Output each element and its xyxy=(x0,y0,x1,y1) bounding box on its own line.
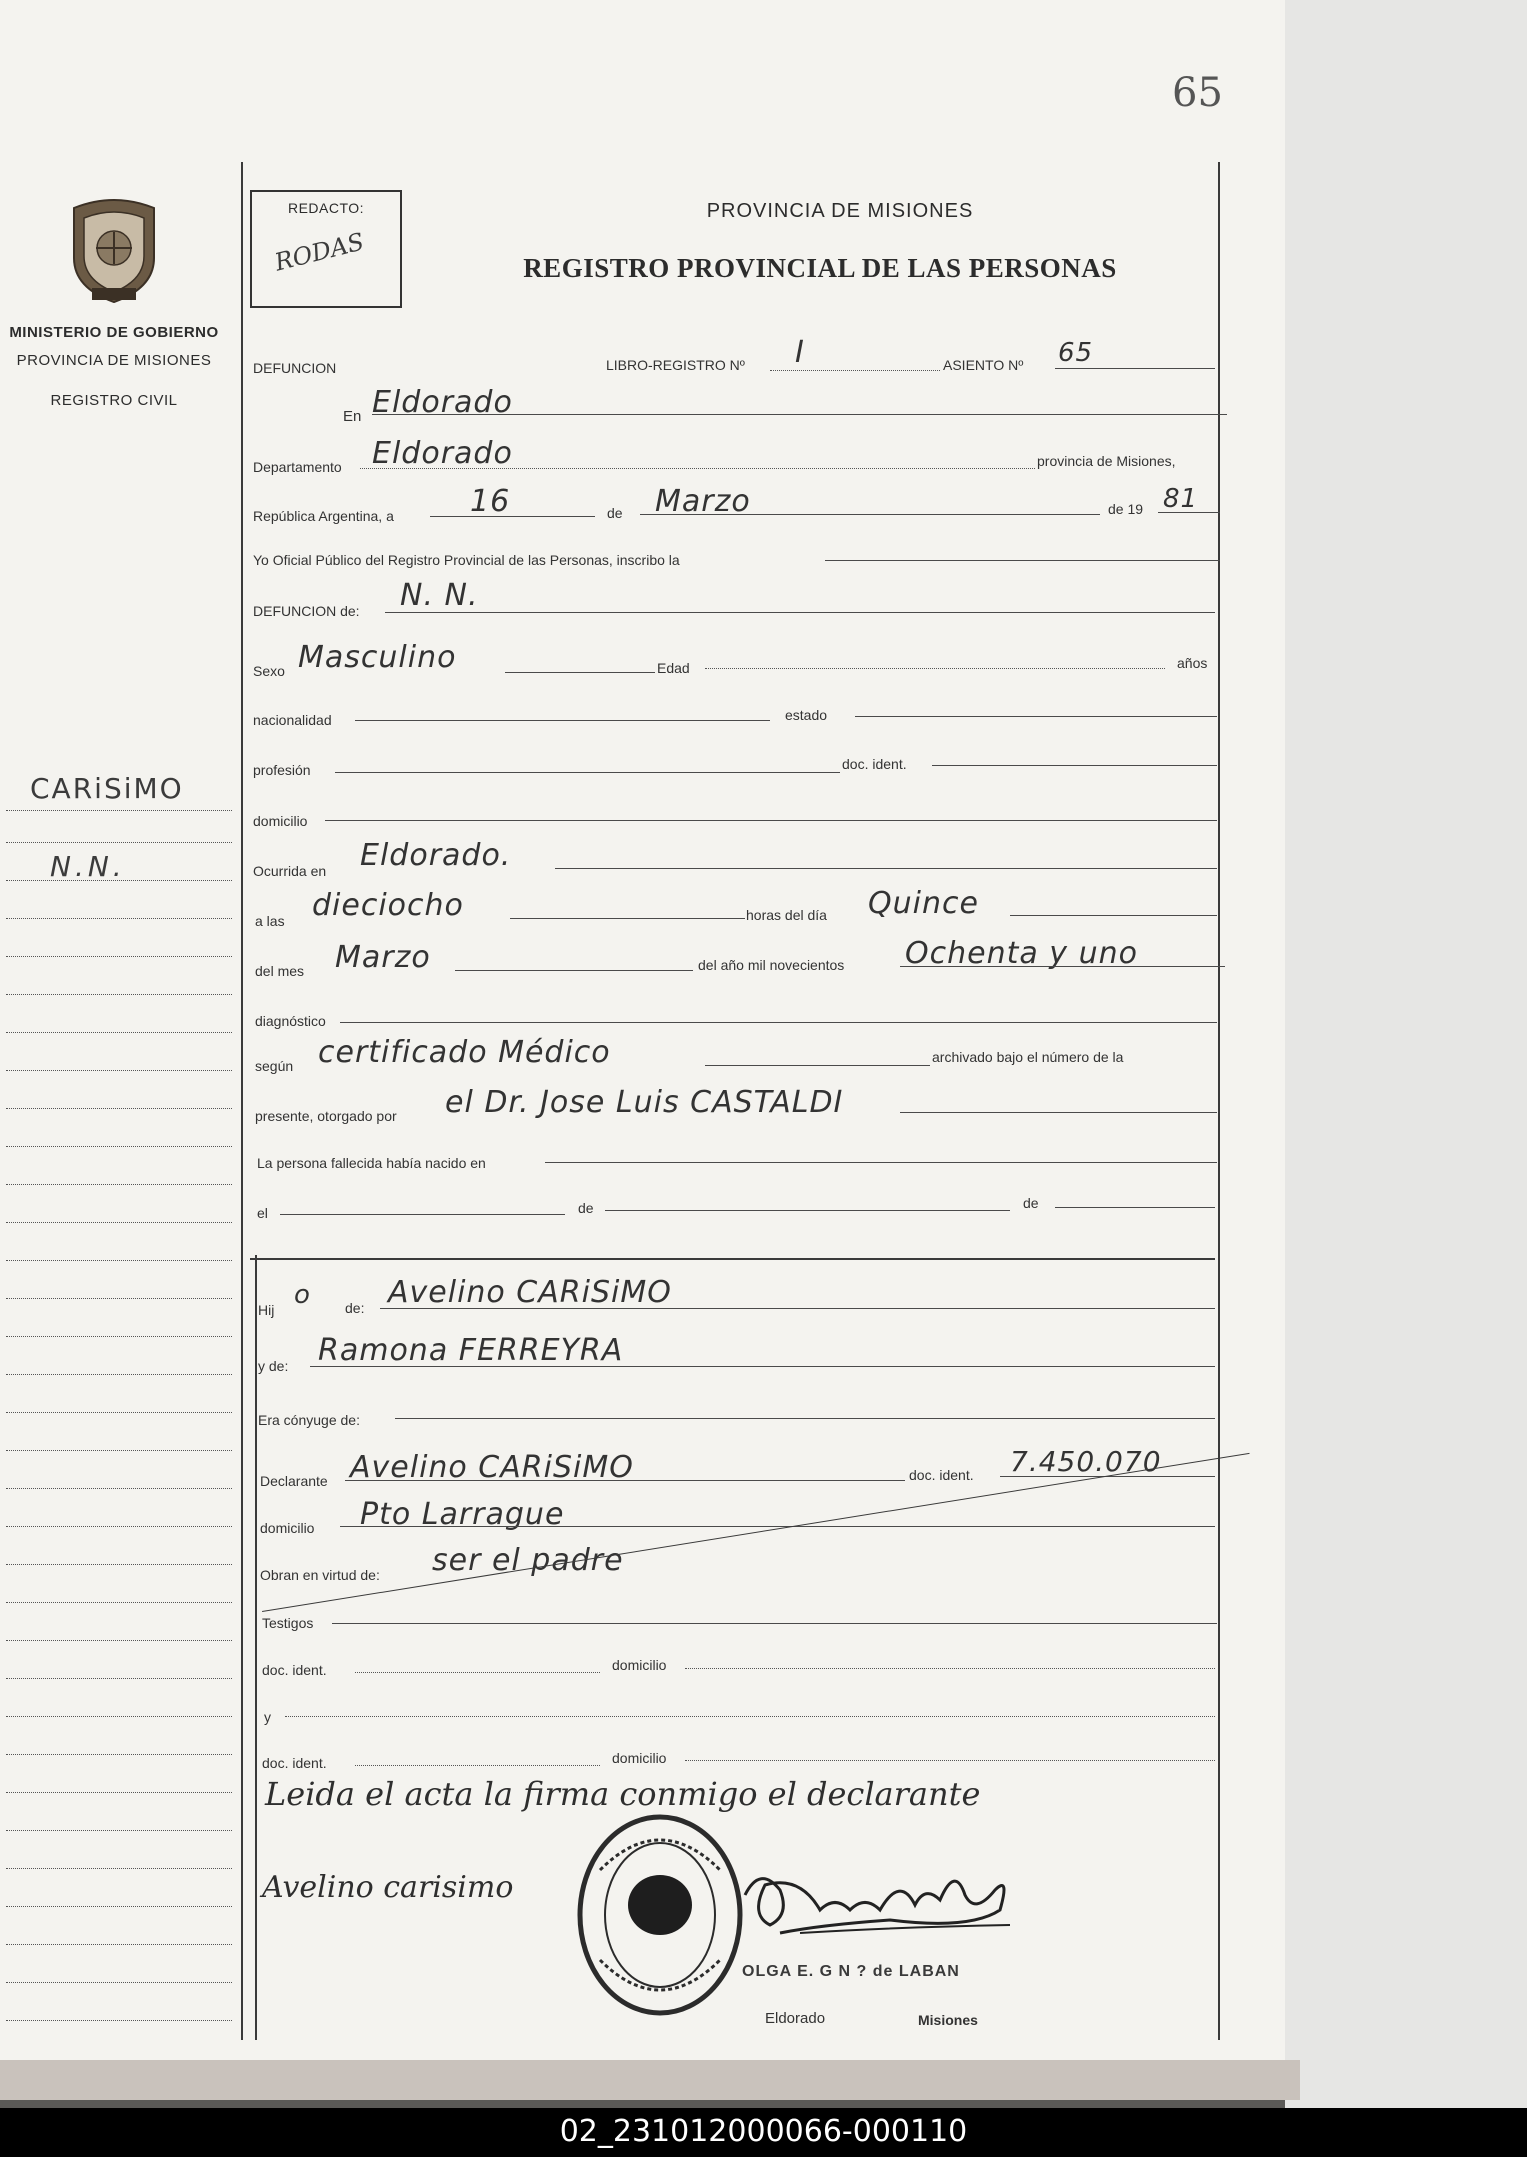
declarante-name: Avelino CARiSiMO xyxy=(350,1450,634,1485)
sexo-label: Sexo xyxy=(253,663,285,679)
dia-value: Quince xyxy=(868,886,979,921)
ministry-heading: MINISTERIO DE GOBIERNO xyxy=(9,324,219,341)
asiento-label: ASIENTO Nº xyxy=(943,357,1024,373)
official-stamp-icon xyxy=(575,1810,745,2020)
background-right xyxy=(1285,0,1527,2157)
mother-name: Ramona FERREYRA xyxy=(318,1333,624,1368)
mes-value: Marzo xyxy=(335,940,431,975)
coat-of-arms-icon xyxy=(66,196,162,304)
redacto-label: REDACTO: xyxy=(287,200,365,216)
departamento-value: Eldorado xyxy=(372,436,513,471)
profesion-label: profesión xyxy=(253,762,311,778)
year-value: 81 xyxy=(1163,484,1199,514)
segun-label: según xyxy=(255,1058,294,1074)
form-frame-left-inner xyxy=(255,1255,257,2040)
file-id: 02_231012000066-000110 xyxy=(559,2114,968,2149)
anos-label: años xyxy=(1177,655,1208,671)
day-value: 16 xyxy=(470,484,511,519)
defuncion-de-label: DEFUNCION de: xyxy=(253,603,360,619)
official-province: Misiones xyxy=(918,2012,978,2028)
edad-label: Edad xyxy=(657,660,690,676)
testigo-y-label: y xyxy=(264,1709,271,1725)
provincia-label: provincia de Misiones, xyxy=(1037,453,1176,469)
presente-label: presente, otorgado por xyxy=(255,1108,397,1124)
declarante-domicilio-label: domicilio xyxy=(260,1520,315,1536)
section-divider xyxy=(250,1258,1215,1260)
horas-label: horas del día xyxy=(746,907,827,923)
departamento-label: Departamento xyxy=(253,459,342,475)
form-frame-left xyxy=(241,162,243,2040)
record-type-label: DEFUNCION xyxy=(253,360,337,376)
presente-value: el Dr. Jose Luis CASTALDI xyxy=(445,1085,844,1120)
hijo-de-label: de: xyxy=(345,1300,365,1316)
en-value: Eldorado xyxy=(372,385,513,420)
del-mes-label: del mes xyxy=(255,963,305,979)
month-value: Marzo xyxy=(655,484,751,519)
testigo2-domicilio-label: domicilio xyxy=(612,1750,667,1766)
testigo1-domicilio-label: domicilio xyxy=(612,1657,667,1673)
background-bottom-strip xyxy=(0,2060,1300,2100)
testigo2-doc-label: doc. ident. xyxy=(262,1755,327,1771)
archivado-label: archivado bajo el número de la xyxy=(932,1049,1124,1065)
libro-value: I xyxy=(795,335,805,370)
declarante-doc-label: doc. ident. xyxy=(909,1467,974,1483)
redacto-box xyxy=(250,190,402,308)
testigo1-doc-label: doc. ident. xyxy=(262,1662,327,1678)
libro-label: LIBRO-REGISTRO Nº xyxy=(606,357,745,373)
nacido-label: La persona fallecida había nacido en xyxy=(257,1155,486,1171)
declarante-doc-value: 7.450.070 xyxy=(1010,1445,1162,1478)
hijo-label: Hij xyxy=(258,1302,275,1318)
segun-value: certificado Médico xyxy=(318,1035,611,1070)
en-label: En xyxy=(343,408,362,425)
del-ano-label: del año mil novecientos xyxy=(698,957,845,973)
year-label: de 19 xyxy=(1108,501,1144,517)
ocurrida-label: Ocurrida en xyxy=(253,863,327,879)
ano-value: Ochenta y uno xyxy=(905,936,1138,971)
margin-note-name: N.N. xyxy=(50,850,126,883)
domicilio-label: domicilio xyxy=(253,813,308,829)
y-de-label: y de: xyxy=(258,1358,289,1374)
official-place: Eldorado xyxy=(765,2010,826,2027)
registry-title: REGISTRO PROVINCIAL DE LAS PERSONAS xyxy=(523,253,1117,283)
closing-statement: Leida el acta la firma conmigo el declarante xyxy=(265,1775,981,1813)
margin-note-surname: CARiSiMO xyxy=(30,772,184,805)
ocurrida-value: Eldorado. xyxy=(360,838,512,873)
diagnostico-label: diagnóstico xyxy=(255,1013,326,1029)
asiento-value: 65 xyxy=(1058,338,1094,368)
republica-label: República Argentina, a xyxy=(253,508,394,524)
a-las-label: a las xyxy=(255,913,285,929)
doc-ident-label: doc. ident. xyxy=(842,756,907,772)
nacionalidad-label: nacionalidad xyxy=(253,712,332,728)
redacto-value: RODAS xyxy=(271,227,367,277)
province-heading: PROVINCIA DE MISIONES xyxy=(16,352,212,369)
page-number: 65 xyxy=(1172,70,1223,116)
declarante-domicilio-value: Pto Larrague xyxy=(360,1497,565,1532)
official-signature-icon xyxy=(740,1855,1030,1955)
a-las-value: dieciocho xyxy=(312,888,464,923)
province-title: PROVINCIA DE MISIONES xyxy=(706,200,974,222)
left-margin-column xyxy=(0,0,240,2065)
testigos-label: Testigos xyxy=(262,1615,314,1631)
sexo-value: Masculino xyxy=(298,640,457,675)
estado-label: estado xyxy=(785,707,828,723)
declarant-signature: Avelino carisimo xyxy=(262,1870,514,1905)
oficial-statement: Yo Oficial Público del Registro Provincial de las Personas, inscribo la xyxy=(253,552,680,568)
official-name: OLGA E. G N ? de LABAN xyxy=(742,1963,960,1980)
father-name: Avelino CARiSiMO xyxy=(388,1275,672,1310)
deceased-name: N. N. xyxy=(400,578,479,613)
de2-label: de xyxy=(1023,1195,1039,1211)
form-frame-right xyxy=(1218,162,1220,2040)
obran-value: ser el padre xyxy=(432,1543,624,1578)
conyuge-label: Era cónyuge de: xyxy=(258,1412,360,1428)
de1-label: de xyxy=(578,1200,594,1216)
registry-heading: REGISTRO CIVIL xyxy=(50,392,178,409)
de-label: de xyxy=(607,505,623,521)
el-label: el xyxy=(257,1205,268,1221)
obran-label: Obran en virtud de: xyxy=(260,1567,380,1583)
declarante-label: Declarante xyxy=(260,1473,328,1489)
hijo-suffix: o xyxy=(294,1280,311,1310)
